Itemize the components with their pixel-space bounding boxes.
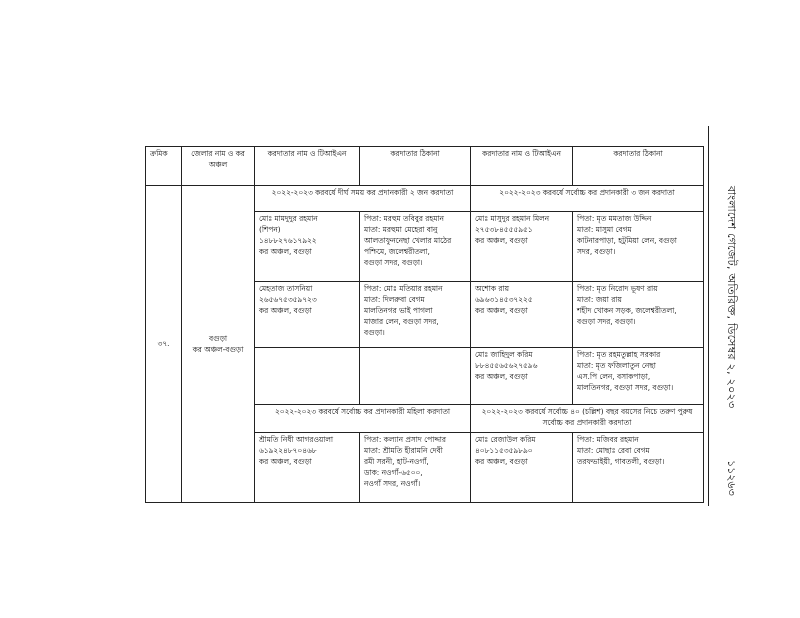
address-line: মাতা: দিলরুবা বেগম [364, 295, 425, 305]
address-line: মাতা: শ্রীমতি হীরামনি দেবী [364, 446, 443, 456]
taxpayer-name-cell [471, 212, 573, 282]
name-line: মোঃ মাসুদুর রহমান মিলন [475, 214, 550, 223]
tin-line: ৮৮৪৫৫৬৫৬২৭৫৯৬ [475, 361, 538, 371]
taxpayer-name-cell [471, 282, 573, 348]
address-line: শহীদ খোকন সড়ক, জলেশ্বরীতলা, [577, 306, 677, 316]
address-line: তরফভাইয়ী, গাবতলী, বগুড়া। [577, 457, 665, 467]
address-line: মাজার লেন, বগুড়া সদর, [364, 317, 439, 327]
tin-line: ৬১৯২২৪৮৭০৪৬৮ [259, 446, 317, 456]
section2-left-title: ২০২২-২০২৩ করবর্ষে সর্বোচ্চ কর প্রদানকারী মহিলা করদাতা [255, 405, 471, 433]
name-line: অশোক রায় [475, 284, 509, 293]
address-line: বগুড়া। [364, 328, 385, 338]
address-line: পিতা: মৃত মমতাজ উদ্দিন [577, 214, 652, 223]
address-line: কাটনারপাড়া, হটুমিয়া লেন, বগুড়া [577, 236, 677, 246]
taxpayer-name-cell [471, 348, 573, 405]
taxpayer-address-cell [573, 282, 704, 348]
serial-cell: ৩৭. [146, 186, 182, 503]
name-line: মোঃ জাহিদুল করিম [475, 350, 533, 359]
address-line: সদর, বগুড়া। [577, 247, 616, 257]
address-line: রমী সরনী, হাট-নওগাঁ, [364, 457, 429, 467]
address-line: পিতা: মোঃ মতিয়ার রহমান [364, 284, 443, 293]
zone-line: কর অঞ্চল, বগুড়া [475, 306, 528, 316]
name-line: (শিপন) [259, 225, 281, 235]
taxpayer-address-cell [360, 433, 471, 503]
address-line: পিতা: মৃত রহমতুল্লাহ সরকার [577, 350, 661, 359]
section1-title-row [146, 186, 704, 212]
name-line: মোঃ মামদুদুর রহমান [259, 214, 318, 223]
address-line: মালতিনগর ভাই পাগলা [364, 306, 433, 316]
district-zone: কর অঞ্চল-বগুড়া [192, 345, 244, 354]
taxpayer-name-cell [471, 433, 573, 503]
zone-line: কর অঞ্চল, বগুড়া [259, 247, 312, 257]
tin-line: ১৪৮৮২৭৬১৭৯২২ [259, 236, 317, 246]
section1-left-title: ২০২২-২০২৩ করবর্ষে দীর্ঘ সময় কর প্রদানকারী ২ জন করদাতা [255, 186, 471, 212]
zone-line: কর অঞ্চল, বগুড়া [259, 457, 312, 467]
address-line: পিতা: মজিবর রহমান [577, 435, 639, 444]
taxpayer-address-cell [573, 348, 704, 405]
address-line: বগুড়া সদর, বগুড়া। [364, 258, 423, 268]
taxpayer-table [145, 146, 704, 503]
address-line: বগুড়া সদর, বগুড়া। [577, 317, 636, 327]
section2-right-title: ২০২২-২০২৩ করবর্ষে সর্বোচ্চ ৪০ (চল্লিশ) বছর বয়সের নিচে তরুণ পুরুষ সর্বোচ্চ কর প্রদানকারী করদাতা [471, 405, 704, 433]
tin-line: ৬৯৬৩১৪৫৩৭২২৫ [475, 295, 533, 305]
zone-line: কর অঞ্চল, বগুড়া [475, 236, 528, 246]
taxpayer-address-cell [573, 212, 704, 282]
address-line: মাতা: মাসুমা বেগম [577, 225, 632, 235]
address-line: পিতা: মরহুম তবিবুর রহমান [364, 214, 444, 223]
name-line: শ্রীমতি নিধী আগরওয়ালা [259, 435, 334, 444]
address-line: নওগাঁ সদর, নওগাঁ। [364, 479, 421, 489]
page-number: ১১২৬৩ [725, 460, 738, 496]
address-line: পশ্চিমে, জলেশ্বরীতলা, [364, 247, 430, 257]
zone-line: কর অঞ্চল, বগুড়া [475, 372, 528, 382]
address-line: এস.পি লেন, বসাকপাড়া, [577, 372, 651, 382]
gazette-sidebar [703, 126, 763, 506]
tin-line: ২৬৫৬৭৫৩৫৯৭২৩ [259, 295, 317, 305]
taxpayer-name-cell [255, 282, 360, 348]
header-taxpayer-b: করদাতার নাম ও টিআইএন [471, 147, 573, 186]
tin-line: ৪০৮১১৫৩৫৯৮৯০ [475, 446, 533, 456]
address-line: মাতা: মৃত ফজিলাতুন নেছা [577, 361, 656, 371]
header-serial: ক্রমিক [146, 147, 182, 186]
address-line: পিতা: মৃত নিরোদ ভূষণ রায় [577, 284, 658, 293]
sidebar-divider [708, 126, 709, 506]
taxpayer-address-cell [360, 282, 471, 348]
gazette-running-header: বাংলাদেশ গেজেট, অতিরিক্ত, ডিসেম্বর ২, ২০২৩ [725, 186, 738, 409]
name-line: মেহতাজ তাসনিয়া [259, 284, 313, 293]
taxpayer-name-cell [255, 433, 360, 503]
district-name: বগুড়া [208, 333, 228, 343]
address-line: মালতিনগর, বগুড়া সদর, বগুড়া। [577, 383, 674, 393]
zone-line: কর অঞ্চল, বগুড়া [259, 306, 312, 316]
address-line: পিতা: কল্যান প্রসাদ পোদ্দার [364, 435, 446, 444]
empty-cell [255, 348, 360, 405]
header-address-a: করদাতার ঠিকানা [360, 147, 471, 186]
zone-line: কর অঞ্চল, বগুড়া [475, 457, 528, 467]
name-line: মোঃ রেজাউল করিম [475, 435, 536, 444]
taxpayer-address-cell [360, 212, 471, 282]
taxpayer-address-cell [573, 433, 704, 503]
address-line: ডাক: নওগাঁ-৬৫০০, [364, 468, 423, 478]
section1-right-title: ২০২২-২০২৩ করবর্ষে সর্বোচ্চ কর প্রদানকারী ৩ জন করদাতা [471, 186, 704, 212]
address-line: মাতা: জয়া রায় [577, 295, 622, 305]
header-address-b: করদাতার ঠিকানা [573, 147, 704, 186]
district-cell [182, 186, 255, 503]
address-line: মাতা: মোছাঃ রেবা বেগম [577, 446, 650, 456]
taxpayer-name-cell [255, 212, 360, 282]
header-row [146, 147, 704, 186]
header-taxpayer-a: করদাতার নাম ও টিআইএন [255, 147, 360, 186]
address-line: মাতা: মরহুমা মেহেরা বানু [364, 225, 438, 235]
header-district: জেলার নাম ও কর অঞ্চল [182, 147, 255, 186]
tin-line: ২৭৫৩৮৪৫৫৫৯৫১ [475, 225, 533, 235]
empty-cell [360, 348, 471, 405]
address-line: আলতাফুননেছা খেলার মাঠের [364, 236, 452, 246]
